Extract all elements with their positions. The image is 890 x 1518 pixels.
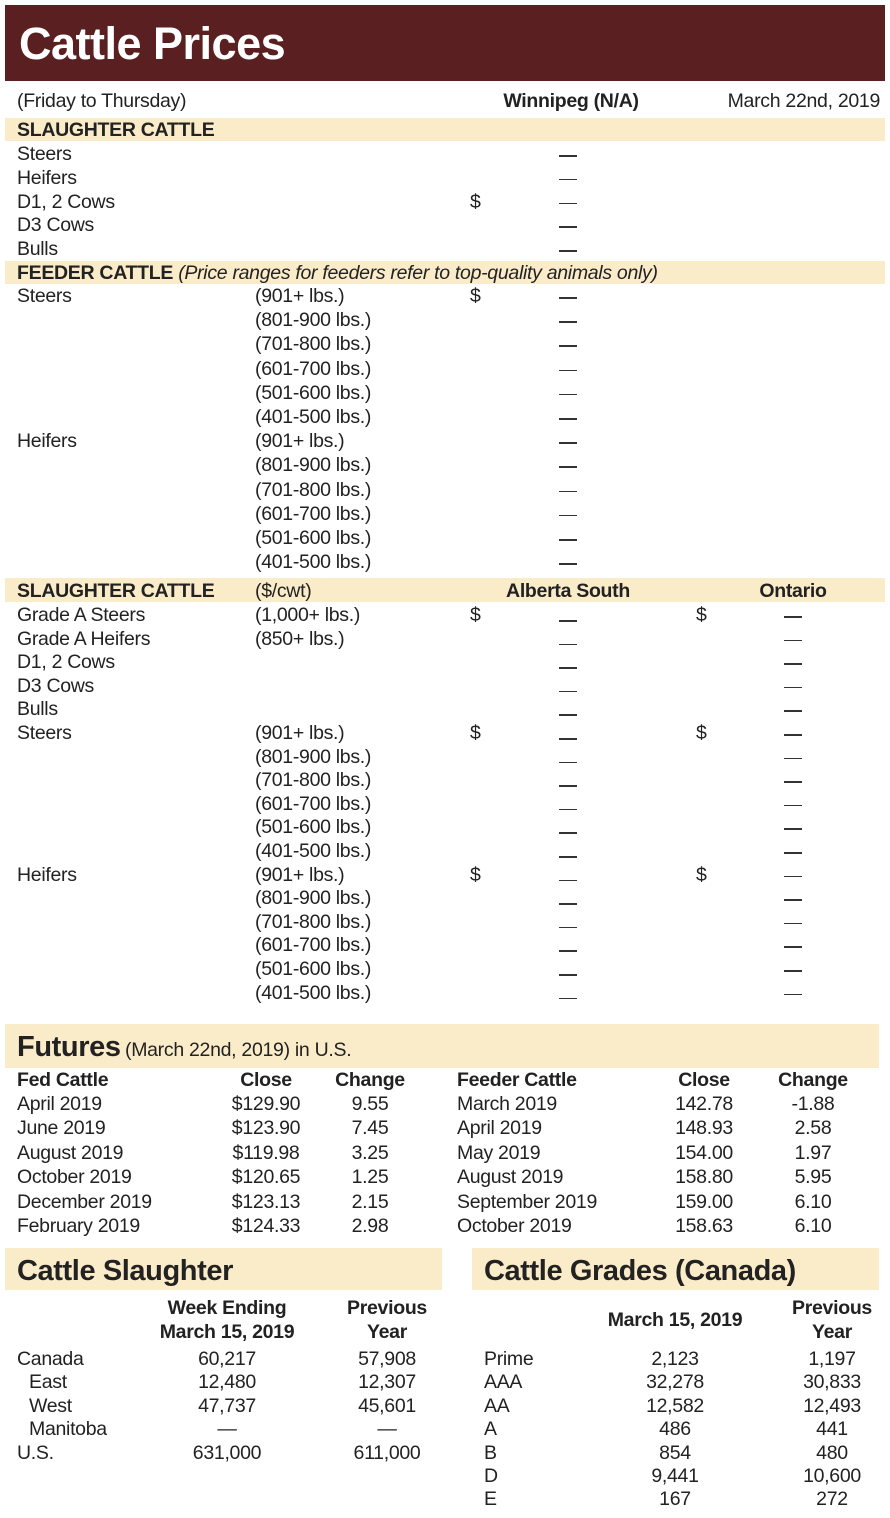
dollar-sign: $	[470, 190, 481, 213]
ontario-price-dash	[784, 923, 802, 925]
feeder-note: (Price ranges for feeders refer to top-quality animals only)	[178, 262, 658, 284]
weight-range: (701-800 lbs.)	[255, 478, 372, 501]
weight-range: (801-900 lbs.)	[255, 454, 372, 477]
grade-current: 167	[659, 1488, 691, 1511]
slaughter-region: East	[29, 1371, 67, 1394]
grades-title: Cattle Grades (Canada)	[484, 1255, 796, 1287]
ontario-price-dash	[784, 852, 802, 854]
weight-range: (701-800 lbs.)	[255, 333, 372, 356]
regional-unit: ($/cwt)	[255, 580, 312, 602]
weight-range: (601-700 lbs.)	[255, 792, 372, 815]
slaughter-title: Cattle Slaughter	[17, 1255, 233, 1287]
futures-heading	[17, 1030, 351, 1064]
grade-name: E	[484, 1488, 497, 1511]
slaughter-row-label: Heifers	[17, 166, 77, 189]
slaughter-col1-line1: Week Ending	[167, 1297, 287, 1319]
alberta-price-dash	[559, 809, 577, 811]
weight-range: (901+ lbs.)	[255, 863, 345, 886]
price-placeholder-dash	[559, 179, 577, 181]
regional-row-label: Heifers	[17, 863, 77, 886]
alberta-price-dash	[559, 762, 577, 764]
price-placeholder-dash	[559, 226, 577, 228]
feeder-row-label: Heifers	[17, 430, 77, 453]
regional-row-label: D1, 2 Cows	[17, 651, 115, 674]
feeder-close-header: Close	[678, 1069, 730, 1091]
alberta-price-dash	[559, 738, 577, 740]
slaughter-prev: 12,307	[358, 1371, 416, 1394]
weight-range: (901+ lbs.)	[255, 285, 345, 307]
weight-range: (401-500 lbs.)	[255, 406, 372, 428]
ontario-price-dash	[784, 640, 802, 642]
slaughter-week: 47,737	[198, 1394, 256, 1417]
dollar-sign: $	[696, 863, 707, 886]
slaughter-prev: 45,601	[358, 1394, 416, 1417]
slaughter-week: 631,000	[192, 1441, 262, 1464]
grade-name: A	[484, 1418, 497, 1441]
grade-current: 12,582	[646, 1394, 704, 1417]
feeder-close: 142.78	[675, 1093, 733, 1115]
fed-change: 9.55	[351, 1093, 389, 1115]
weight-range: (601-700 lbs.)	[255, 934, 372, 957]
feeder-close: 148.93	[675, 1117, 733, 1140]
feeder-close: 158.63	[675, 1215, 733, 1237]
feeder-month: May 2019	[457, 1141, 541, 1164]
alberta-price-dash	[559, 927, 577, 929]
fed-close: $129.90	[231, 1093, 301, 1115]
fed-change: 2.15	[351, 1190, 389, 1213]
grade-current: 2,123	[651, 1348, 699, 1370]
fed-change: 2.98	[351, 1215, 389, 1237]
slaughter-prev: 57,908	[358, 1348, 416, 1370]
slaughter-region: Manitoba	[29, 1418, 107, 1441]
dollar-sign: $	[470, 863, 481, 886]
grade-prev: 1,197	[808, 1348, 856, 1370]
slaughter-prev: —	[377, 1418, 397, 1441]
grade-current: 486	[659, 1418, 691, 1441]
price-placeholder-dash	[559, 321, 577, 323]
fed-close: $119.98	[232, 1141, 300, 1164]
price-placeholder-dash	[559, 297, 577, 299]
dollar-sign: $	[470, 722, 481, 744]
slaughter-prev: 611,000	[353, 1441, 421, 1464]
grade-prev: 30,833	[803, 1371, 861, 1394]
grade-prev: 441	[816, 1418, 848, 1441]
period-label: (Friday to Thursday)	[17, 90, 187, 112]
alberta-price-dash	[559, 856, 577, 858]
feeder-change: 2.58	[794, 1117, 832, 1140]
weight-range: (901+ lbs.)	[255, 722, 345, 744]
grades-col2-line1: Previous	[792, 1297, 872, 1319]
feeder-month: October 2019	[457, 1215, 572, 1237]
price-placeholder-dash	[559, 250, 577, 252]
price-placeholder-dash	[559, 515, 577, 517]
slaughter-week: —	[217, 1418, 237, 1441]
slaughter-row-label: Steers	[17, 143, 72, 165]
regional-row-label: Steers	[17, 722, 72, 744]
grade-name: D	[484, 1465, 498, 1487]
ontario-price-dash	[784, 946, 802, 948]
grades-col2-line2: Year	[811, 1321, 853, 1343]
ontario-price-dash	[784, 710, 802, 712]
feeder-month: March 2019	[457, 1093, 557, 1115]
alberta-price-dash	[559, 785, 577, 787]
grade-prev: 10,600	[803, 1465, 861, 1487]
feeder-change: 6.10	[794, 1190, 832, 1213]
fed-change: 7.45	[351, 1117, 389, 1140]
weight-range: (701-800 lbs.)	[255, 769, 372, 792]
page-title: Cattle Prices	[19, 18, 286, 69]
alberta-price-dash	[559, 691, 577, 693]
alberta-price-dash	[559, 974, 577, 976]
feeder-change-header: Change	[778, 1069, 848, 1091]
weight-range: (501-600 lbs.)	[255, 527, 372, 549]
alberta-price-dash	[559, 903, 577, 905]
feeder-change: 5.95	[794, 1166, 832, 1189]
fed-cattle-heading: Fed Cattle	[17, 1069, 109, 1091]
price-placeholder-dash	[559, 345, 577, 347]
alberta-price-dash	[559, 644, 577, 646]
fed-month: August 2019	[17, 1141, 124, 1164]
price-placeholder-dash	[559, 491, 577, 493]
grade-name: AA	[484, 1394, 510, 1417]
col-ontario: Ontario	[759, 580, 827, 602]
fed-month: April 2019	[17, 1093, 102, 1115]
alberta-price-dash	[559, 667, 577, 669]
dollar-sign: $	[470, 604, 481, 626]
market-label: Winnipeg (N/A)	[503, 90, 639, 112]
weight-range: (501-600 lbs.)	[255, 816, 372, 839]
dollar-sign: $	[470, 285, 481, 307]
price-placeholder-dash	[559, 418, 577, 420]
ontario-price-dash	[784, 758, 802, 760]
fed-month: February 2019	[17, 1215, 140, 1237]
alberta-price-dash	[559, 998, 577, 1000]
slaughter-row-label: Bulls	[17, 238, 58, 261]
col-alberta-south: Alberta South	[506, 580, 630, 602]
feeder-close: 158.80	[675, 1166, 733, 1189]
weight-range: (601-700 lbs.)	[255, 502, 372, 525]
alberta-price-dash	[559, 950, 577, 952]
grade-current: 32,278	[646, 1371, 704, 1394]
dollar-sign: $	[696, 722, 707, 744]
regional-row-label: Bulls	[17, 698, 58, 721]
fed-change: 3.25	[351, 1141, 389, 1164]
weight-range: (1,000+ lbs.)	[255, 604, 361, 626]
regional-row-label: Grade A Steers	[17, 604, 146, 626]
ontario-price-dash	[784, 687, 802, 689]
fed-close-header: Close	[240, 1069, 292, 1091]
fed-change-header: Change	[335, 1069, 405, 1091]
regional-row-label: D3 Cows	[17, 674, 95, 697]
price-placeholder-dash	[559, 539, 577, 541]
slaughter-week: 60,217	[198, 1348, 256, 1370]
alberta-price-dash	[559, 880, 577, 882]
fed-close: $120.65	[231, 1166, 301, 1189]
feeder-heading-label: FEEDER CATTLE	[17, 262, 174, 284]
ontario-price-dash	[784, 994, 802, 996]
alberta-price-dash	[559, 714, 577, 716]
feeder-row-label: Steers	[17, 285, 72, 307]
regional-row-label: Grade A Heifers	[17, 627, 151, 650]
grade-current: 854	[659, 1441, 691, 1464]
feeder-heading	[17, 262, 658, 284]
slaughter-week: 12,480	[198, 1371, 256, 1394]
weight-range: (801-900 lbs.)	[255, 887, 372, 910]
feeder-change: -1.88	[791, 1093, 835, 1115]
grade-name: Prime	[484, 1348, 534, 1370]
slaughter-row-label: D3 Cows	[17, 214, 95, 237]
price-placeholder-dash	[559, 370, 577, 372]
feeder-close: 159.00	[675, 1190, 733, 1213]
grade-name: B	[484, 1441, 497, 1464]
weight-range: (501-600 lbs.)	[255, 958, 372, 980]
futures-note: (March 22nd, 2019) in U.S.	[125, 1039, 352, 1061]
ontario-price-dash	[784, 970, 802, 972]
ontario-price-dash	[784, 899, 802, 901]
regional-heading: SLAUGHTER CATTLE	[17, 580, 215, 602]
fed-close: $124.33	[231, 1215, 301, 1237]
report-date: March 22nd, 2019	[727, 90, 880, 112]
weight-range: (901+ lbs.)	[255, 430, 345, 453]
feeder-cattle-heading: Feeder Cattle	[457, 1069, 577, 1091]
weight-range: (401-500 lbs.)	[255, 551, 372, 574]
alberta-price-dash	[559, 832, 577, 834]
slaughter-region: Canada	[17, 1348, 84, 1370]
weight-range: (401-500 lbs.)	[255, 981, 372, 1004]
price-placeholder-dash	[559, 563, 577, 565]
weight-range: (850+ lbs.)	[255, 627, 345, 650]
title-banner	[5, 5, 885, 81]
ontario-price-dash	[784, 616, 802, 618]
dollar-sign: $	[696, 604, 707, 626]
ontario-price-dash	[784, 828, 802, 830]
fed-close: $123.13	[231, 1190, 301, 1213]
feeder-close: 154.00	[675, 1141, 733, 1164]
feeder-change: 1.97	[794, 1141, 832, 1164]
alberta-price-dash	[559, 620, 577, 622]
fed-month: December 2019	[17, 1190, 152, 1213]
slaughter-col2-line2: Year	[366, 1321, 408, 1343]
ontario-price-dash	[784, 663, 802, 665]
ontario-price-dash	[784, 734, 802, 736]
grade-current: 9,441	[651, 1465, 699, 1487]
grade-prev: 272	[816, 1488, 848, 1511]
price-placeholder-dash	[559, 466, 577, 468]
feeder-month: September 2019	[457, 1190, 597, 1213]
fed-close: $123.90	[231, 1117, 301, 1140]
fed-month: June 2019	[17, 1117, 106, 1140]
grades-col1: March 15, 2019	[607, 1309, 743, 1331]
weight-range: (801-900 lbs.)	[255, 309, 372, 332]
fed-change: 1.25	[351, 1166, 389, 1189]
price-placeholder-dash	[559, 442, 577, 444]
weight-range: (401-500 lbs.)	[255, 840, 372, 862]
fed-month: October 2019	[17, 1166, 132, 1189]
weight-range: (801-900 lbs.)	[255, 745, 372, 768]
feeder-month: April 2019	[457, 1117, 542, 1140]
price-placeholder-dash	[559, 203, 577, 205]
ontario-price-dash	[784, 781, 802, 783]
futures-title: Futures	[17, 1031, 121, 1063]
slaughter-region: West	[29, 1394, 72, 1417]
weight-range: (701-800 lbs.)	[255, 910, 372, 933]
grade-name: AAA	[484, 1371, 523, 1394]
weight-range: (501-600 lbs.)	[255, 381, 372, 404]
feeder-month: August 2019	[457, 1166, 564, 1189]
weight-range: (601-700 lbs.)	[255, 357, 372, 380]
winnipeg-slaughter-heading: SLAUGHTER CATTLE	[17, 119, 215, 141]
ontario-price-dash	[784, 876, 802, 878]
price-placeholder-dash	[559, 394, 577, 396]
grade-prev: 12,493	[803, 1394, 861, 1417]
grade-prev: 480	[816, 1441, 848, 1464]
feeder-change: 6.10	[794, 1215, 832, 1237]
ontario-price-dash	[784, 805, 802, 807]
price-placeholder-dash	[559, 155, 577, 157]
slaughter-row-label: D1, 2 Cows	[17, 190, 115, 213]
slaughter-col1-line2: March 15, 2019	[159, 1321, 295, 1343]
slaughter-region: U.S.	[17, 1441, 54, 1464]
slaughter-col2-line1: Previous	[347, 1297, 427, 1319]
